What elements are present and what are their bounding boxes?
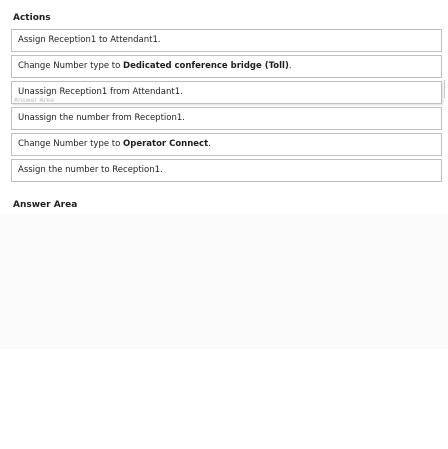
- action-bold-text: Operator Connect: [123, 139, 209, 149]
- actions-list: [11, 29, 442, 185]
- action-item-dragging[interactable]: [11, 81, 442, 104]
- action-suffix: .: [208, 139, 211, 149]
- ghost-answer-label: Answer Area: [14, 97, 55, 104]
- action-item[interactable]: [11, 29, 442, 52]
- answer-area-heading: Answer Area: [13, 200, 78, 210]
- action-suffix: .: [288, 61, 292, 71]
- action-text: Unassign the number from Reception1.: [18, 113, 185, 123]
- action-bold-text: Dedicated conference bridge (Toll): [123, 61, 289, 71]
- action-item[interactable]: [11, 133, 442, 156]
- action-item[interactable]: [11, 107, 442, 130]
- action-item[interactable]: [11, 55, 442, 78]
- actions-heading: Actions: [13, 13, 51, 23]
- action-text: Assign the number to Reception1.: [18, 165, 163, 175]
- action-text: Assign Reception1 to Attendant1.: [18, 35, 161, 45]
- answer-area-dropzone[interactable]: [0, 214, 448, 349]
- drag-edge-marker: [444, 80, 448, 98]
- action-item[interactable]: [11, 159, 442, 182]
- action-text: Unassign Reception1 from Attendant1.: [18, 87, 183, 97]
- action-text: Change Number type to: [18, 139, 124, 149]
- action-text: Change Number type to: [18, 61, 124, 71]
